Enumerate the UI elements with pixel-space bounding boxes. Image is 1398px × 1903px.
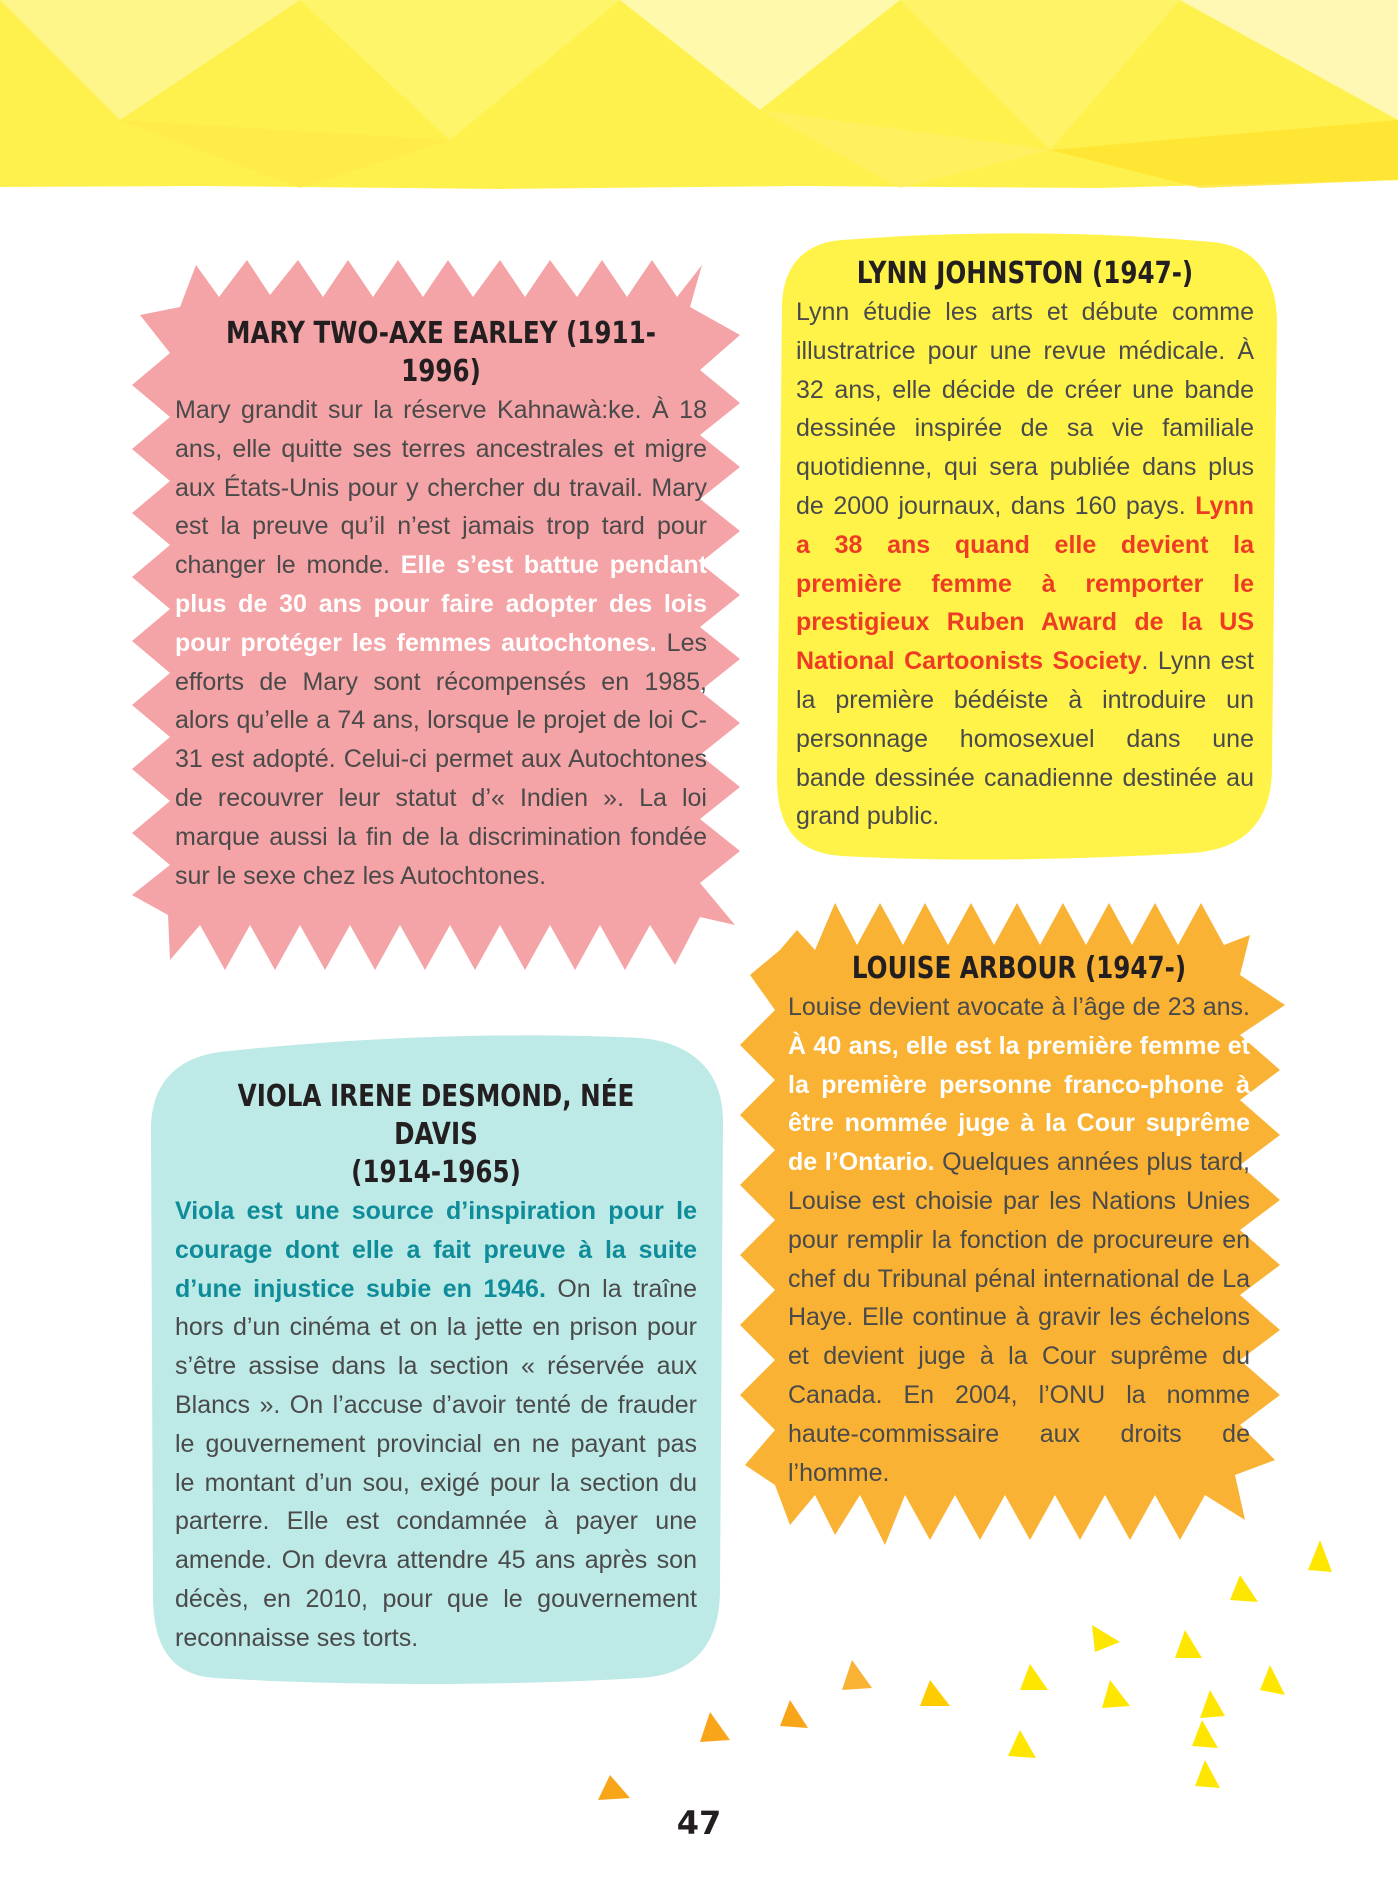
page-number: 47 <box>676 1804 722 1842</box>
viola-title-line2: (1914-1965) <box>351 1155 521 1190</box>
viola-text <box>175 1192 697 1658</box>
mary-text <box>175 391 707 895</box>
mary-two-axe-earley-card <box>175 315 707 895</box>
mary-title: MARY TWO-AXE EARLEY (1911-1996) <box>226 316 656 389</box>
decorative-triangles <box>590 1530 1350 1820</box>
viola-title-line1: VIOLA IRENE DESMOND, NÉE DAVIS <box>237 1079 635 1152</box>
mary-text-rest: Les efforts de Mary sont récompensés en 1985, alors qu’elle a 74 ans, lorsque le projet de loi C-31 est adopté. Celui-ci permet aux Autochtones de recouvrer leur statut d’« Indien ». La loi marque aussi la fin de la discrimination fondée sur le sexe chez les Autochtones. <box>175 628 707 890</box>
mary-text-highlight: Elle s’est battue pendant plus de 30 ans pour faire adopter des lois pour protéger les femmes autochtones. <box>175 551 707 657</box>
lynn-text <box>796 293 1254 836</box>
top-decorative-band <box>0 0 1398 195</box>
lynn-text-rest: . Lynn est la première bédéiste à introduire un personnage homosexuel dans une bande dessinée canadienne destinée au grand public. <box>796 647 1254 831</box>
viola-text-rest: On la traîne hors d’un cinéma et on la jette en prison pour s’être assise dans la section « réservée aux Blancs ». On l’accuse d’avoir tenté de frauder le gouvernement provincial en ne payant pas le montant d’un sou, exigé pour la section du parterre. Elle est condamnée à payer une amende. On devra attendre 45 ans après son décès, en 2010, pour que le gouvernement reconnaisse ses torts. <box>175 1274 697 1652</box>
louise-title: LOUISE ARBOUR (1947-) <box>851 951 1187 986</box>
lynn-text-highlight: Lynn a 38 ans quand elle devient la première femme à remporter le prestigieux Ruben Award de la US National Cartoonists Society <box>796 491 1254 676</box>
louise-text-intro: Louise devient avocate à l’âge de 23 ans. <box>788 993 1250 1021</box>
lynn-johnston-card <box>796 255 1254 836</box>
louise-text-highlight: À 40 ans, elle est la première femme et la première personne franco-phone à être nommée juge à la Cour suprême de l’Ontario. <box>788 1031 1250 1177</box>
mary-text-intro: Mary grandit sur la réserve Kahnawà:ke. À 18 ans, elle quitte ses terres ancestrales et migre aux États-Unis pour y chercher du travail. Mary est la preuve qu’il n’est jamais trop tard pour changer le monde. <box>175 396 707 580</box>
lynn-title: LYNN JOHNSTON (1947-) <box>856 256 1194 291</box>
louise-arbour-card <box>788 950 1250 1492</box>
louise-text-rest: Quelques années plus tard, Louise est choisie par les Nations Unies pour remplir la fonction de procureure en chef du Tribunal pénal international de La Haye. Elle continue à gravir les échelons et devient juge à la Cour suprême du Canada. En 2004, l’ONU la nomme haute-commissaire aux droits de l’homme. <box>788 1148 1250 1487</box>
viola-desmond-card <box>175 1078 697 1658</box>
lynn-text-intro: Lynn étudie les arts et débute comme illustratrice pour une revue médicale. À 32 ans, elle décide de créer une bande dessinée inspirée de sa vie familiale quotidienne, qui sera publiée dans plus de 2000 journaux, dans 160 pays. <box>796 298 1254 520</box>
louise-text <box>788 988 1250 1492</box>
viola-text-highlight: Viola est une source d’inspiration pour le courage dont elle a fait preuve à la suite d’une injustice subie en 1946. <box>175 1197 697 1303</box>
